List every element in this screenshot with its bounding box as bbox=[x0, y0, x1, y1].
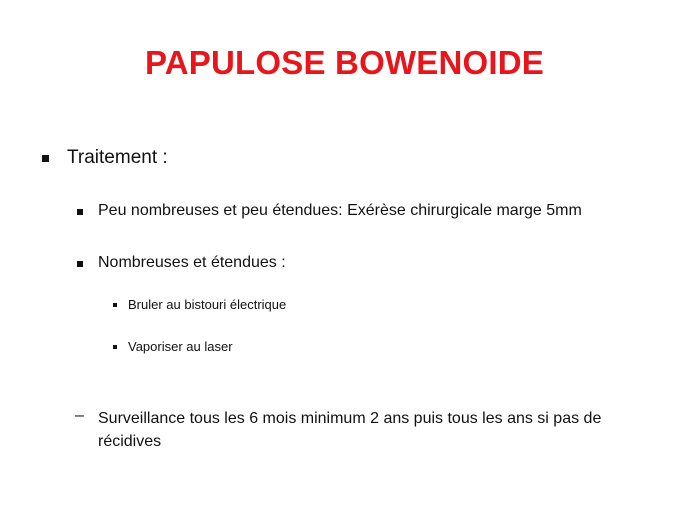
bullet-traitement: Traitement : bbox=[67, 147, 168, 168]
bullet-vaporiser: Vaporiser au laser bbox=[128, 339, 233, 354]
surveillance-line-2: récidives bbox=[98, 433, 162, 450]
bullet-surveillance bbox=[98, 407, 658, 453]
square-bullet-icon bbox=[77, 261, 83, 267]
bullet-bruler: Bruler au bistouri électrique bbox=[128, 297, 287, 312]
dash-bullet-icon: – bbox=[75, 407, 84, 424]
square-bullet-icon bbox=[113, 345, 117, 349]
square-bullet-icon bbox=[77, 209, 83, 215]
slide-title: PAPULOSE BOWENOIDE bbox=[144, 44, 545, 81]
bullet-nombreuses: Nombreuses et étendues : bbox=[98, 254, 286, 271]
square-bullet-icon bbox=[113, 303, 117, 307]
square-bullet-icon bbox=[42, 155, 49, 162]
bullet-peu-nombreuses: Peu nombreuses et peu étendues: Exérèse chirurgicale marge 5mm bbox=[98, 202, 582, 219]
surveillance-line-1: Surveillance tous les 6 mois minimum 2 ans puis tous les ans si pas de bbox=[98, 410, 602, 427]
